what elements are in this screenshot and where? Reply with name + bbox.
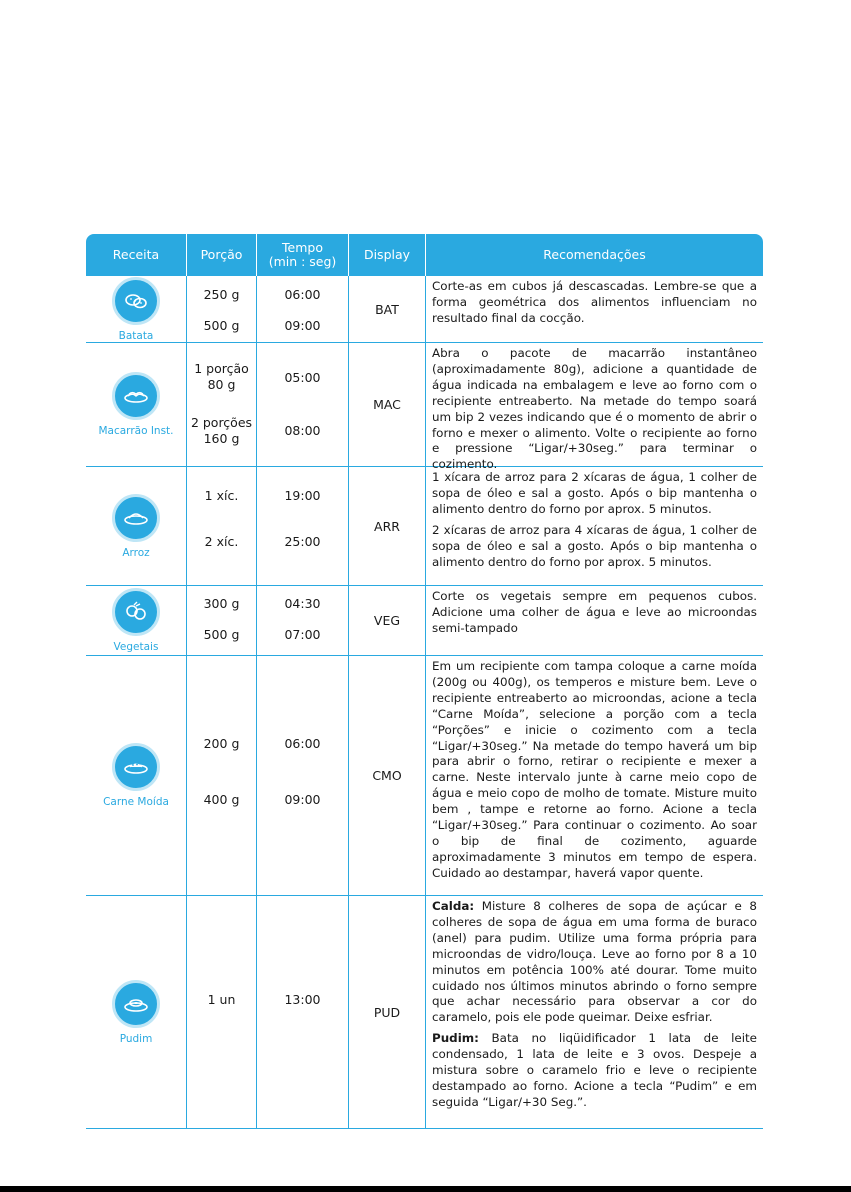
header-receita: Receita xyxy=(112,247,160,262)
rice-plate-icon xyxy=(112,494,160,542)
time-value: 08:00 xyxy=(284,423,321,438)
recommendation-text: Corte-as em cubos já descascadas. Lembre-se que a forma geométrica dos alimentos influenciam no resultado final da cocção. xyxy=(432,279,757,325)
recommendation-text: Abra o pacote de macarrão instantâneo (aproximadamente 80g), adicione a quantidade de água indicada na embalagem e leve ao forno com o recipiente entreaberto. Na metade do tempo soará um bip 2 vezes indicando que é o momento de abrir o forno e mexer o alimento. Volte o recipiente ao forno e pressione “Ligar/+30seg.” para terminar o cozimento. xyxy=(432,346,757,472)
portion-value: 400 g xyxy=(203,792,240,807)
display-code: ARR xyxy=(348,467,425,585)
recommendation-text: 1 xícara de arroz para 2 xícaras de água, 1 colher de sopa de óleo e sal a gosto. Após o bip mantenha o alimento dentro do forno por aprox. 5 minutos. xyxy=(432,470,757,516)
time-value: 09:00 xyxy=(284,792,321,807)
recommendation-text: Em um recipiente com tampa coloque a carne moída (200g ou 400g), os temperos e misture bem. Leve o recipiente entreaberto ao microondas, acione a tecla “Carne Moída”, selecione a porção com a tecla “Porções” e inicie o cozimento com a tecla “Ligar/+30seg.” Na metade do tempo haverá um bip para abrir o forno, retirar o recipiente e mexer a carne. Neste intervalo junte à carne meio copo de água e meio copo de molho de tomate. Misture muito bem , tampe e retorne ao forno. Acione a tecla “Ligar/+30seg.” Para continuar o cozimento. Ao soar o bip de final de cozimento, aguarde aproximadamente 3 minutos em tempo de espera. Cuidado ao destampar, haverá vapor quente. xyxy=(432,659,757,880)
time-cell xyxy=(256,896,348,1128)
recommendation-cell xyxy=(425,896,763,1128)
recommendation-cell xyxy=(425,276,763,342)
portion-cell xyxy=(186,343,256,466)
portion-value: 1 porção xyxy=(194,361,249,376)
time-cell xyxy=(256,343,348,466)
calda-label: Calda: xyxy=(432,899,475,913)
recipe-name: Arroz xyxy=(122,546,150,559)
portion-cell xyxy=(186,896,256,1128)
table-row-macarrao xyxy=(86,343,763,472)
recipe-cell xyxy=(86,656,186,895)
header-tempo xyxy=(256,234,348,276)
portion-value: 80 g xyxy=(207,377,236,392)
time-value: 13:00 xyxy=(284,992,321,1007)
display-code: PUD xyxy=(348,896,425,1128)
time-cell xyxy=(256,586,348,655)
time-value: 09:00 xyxy=(284,318,321,333)
display-code: MAC xyxy=(348,343,425,466)
header-recomendacoes: Recomendações xyxy=(425,234,763,276)
potato-icon xyxy=(112,277,160,325)
table-row-carne-moida xyxy=(86,656,763,896)
table-row-arroz xyxy=(86,467,763,586)
time-value: 07:00 xyxy=(284,627,321,642)
recommendation-calda xyxy=(432,899,757,1026)
portion-value: 250 g xyxy=(203,287,240,302)
recommendation-pudim xyxy=(432,1031,757,1111)
time-cell xyxy=(256,276,348,342)
display-code: VEG xyxy=(348,586,425,655)
time-value: 06:00 xyxy=(284,736,321,751)
portion-value: 1 un xyxy=(207,992,236,1007)
portion-value: 1 xíc. xyxy=(204,488,239,503)
recipe-name: Vegetais xyxy=(113,641,159,653)
portion-value: 300 g xyxy=(203,596,240,611)
recipe-name: Macarrão Inst. xyxy=(98,425,174,437)
noodles-plate-icon xyxy=(112,372,160,420)
portion-cell xyxy=(186,467,256,585)
time-cell xyxy=(256,656,348,895)
table-row-batata xyxy=(86,276,763,343)
recommendation-cell xyxy=(425,586,763,655)
vegetables-icon xyxy=(112,588,160,636)
portion-value: 2 porções xyxy=(190,415,253,430)
table-row-vegetais xyxy=(86,586,763,656)
recipe-name: Batata xyxy=(118,329,154,342)
recipe-table xyxy=(86,234,763,1129)
recipe-cell xyxy=(86,343,186,466)
recipe-name: Pudim xyxy=(119,1032,153,1045)
pudim-label: Pudim: xyxy=(432,1031,479,1046)
portion-cell xyxy=(186,276,256,342)
recommendation-cell xyxy=(425,343,763,472)
header-tempo-line1: Tempo xyxy=(282,240,323,255)
recipe-cell xyxy=(86,586,186,655)
display-code: BAT xyxy=(348,276,425,342)
bottom-rule xyxy=(0,1186,851,1192)
portion-cell xyxy=(186,586,256,655)
portion-cell xyxy=(186,656,256,895)
header-display: Display xyxy=(348,234,425,276)
ground-meat-plate-icon xyxy=(112,743,160,791)
portion-value: 500 g xyxy=(203,318,240,333)
table-row-pudim xyxy=(86,896,763,1129)
recommendation-text: Corte os vegetais sempre em pequenos cubos. Adicione uma colher de água e leve ao microondas semi-tampado xyxy=(432,589,757,635)
display-code: CMO xyxy=(348,656,425,895)
portion-value: 2 xíc. xyxy=(204,534,239,549)
time-value: 25:00 xyxy=(284,534,321,549)
time-cell xyxy=(256,467,348,585)
time-value: 04:30 xyxy=(284,596,321,611)
time-value: 05:00 xyxy=(284,370,321,385)
recipe-cell xyxy=(86,896,186,1128)
recipe-cell xyxy=(86,467,186,585)
time-value: 19:00 xyxy=(284,488,321,503)
table-header xyxy=(86,234,763,276)
header-tempo-line2: (min : seg) xyxy=(268,254,337,269)
recipe-cell xyxy=(86,276,186,342)
pudding-icon xyxy=(112,980,160,1028)
header-porcao: Porção xyxy=(186,234,256,276)
recommendation-cell xyxy=(425,656,763,895)
recipe-name: Carne Moída xyxy=(103,796,169,808)
recommendation-text: 2 xícaras de arroz para 4 xícaras de água, 1 colher de sopa de óleo e sal a gosto. Após o bip mantenha o alimento dentro do forno por aprox. 5 minutos. xyxy=(432,522,757,569)
pudim-text: Bata no liqüidificador 1 lata de leite condensado, 1 lata de leite e 3 ovos. Despeje a mistura sobre o caramelo frio e leve o recipiente destampado ao forno. Acione a tecla “Pudim” e em seguida “Ligar/+30 Seg.”. xyxy=(432,1031,757,1109)
portion-value: 160 g xyxy=(203,431,240,446)
portion-value: 200 g xyxy=(203,736,240,751)
time-value: 06:00 xyxy=(284,287,321,302)
calda-text: Misture 8 colheres de sopa de açúcar e 8 colheres de sopa de água em uma forma de buraco (anel) para pudim. Utilize uma forma própria para microondas de vidro/louça. Leve ao forno por 8 a 10 minutos em potência 100% até dourar. Tome muito cuidado nos últimos minutos abrindo o forno sempre que achar necessário para observar a cor do caramelo, pois ele pode queimar. Deixe esfriar. xyxy=(432,899,757,1025)
portion-value: 500 g xyxy=(203,627,240,642)
recommendation-cell xyxy=(425,467,763,585)
